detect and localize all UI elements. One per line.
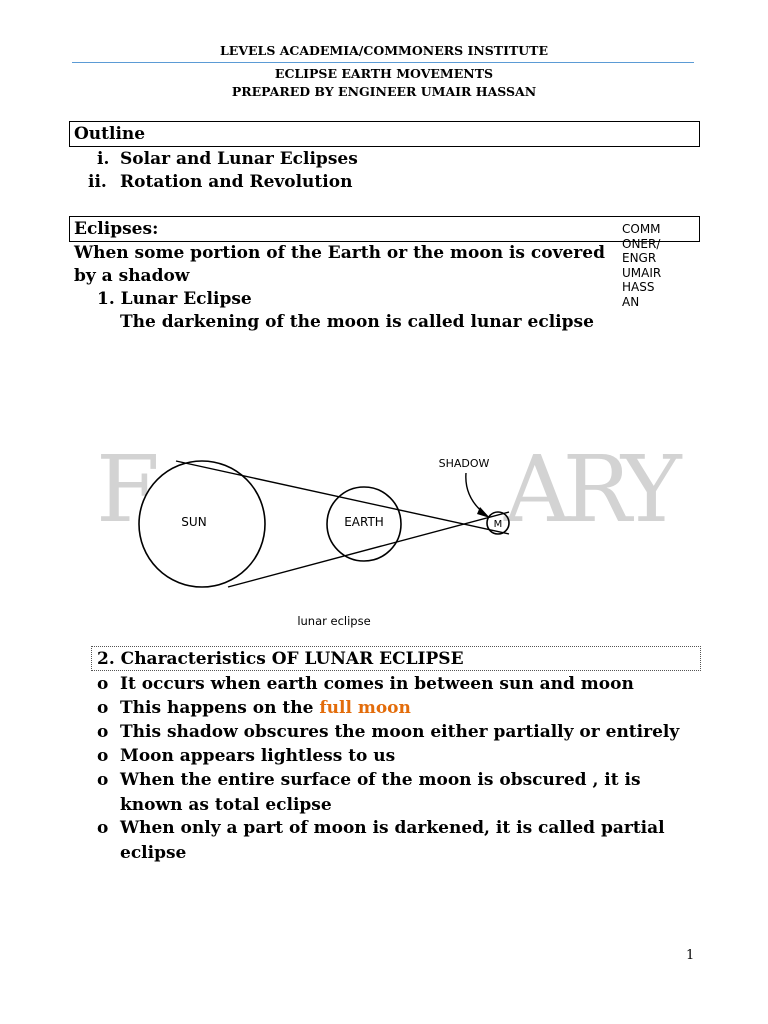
watermark-right: ARY: [504, 436, 674, 543]
characteristics-heading: 2. Characteristics OF LUNAR ECLIPSE: [97, 649, 464, 669]
bullet-marker: o: [97, 698, 109, 718]
bullet-marker: o: [97, 722, 109, 742]
bullet-text: known as total eclipse: [120, 795, 332, 815]
author-side-note: COMMONER/ENGR UMAIR HASSAN: [622, 222, 662, 309]
outline-item-marker: ii.: [88, 172, 107, 192]
lunar-eclipse-definition: The darkening of the moon is called lunar eclipse: [120, 312, 594, 332]
header-institute: LEVELS ACADEMIA/COMMONERS INSTITUTE: [220, 43, 548, 58]
page-number: 1: [686, 948, 695, 963]
shadow-arrow: [466, 473, 486, 515]
diagram-caption: lunar eclipse: [297, 614, 371, 628]
lunar-eclipse-heading: 1. Lunar Eclipse: [97, 289, 252, 309]
bullet-text-prefix: This happens on the: [120, 698, 320, 718]
eclipse-definition: by a shadow: [74, 266, 190, 286]
outline-item: Solar and Lunar Eclipses: [120, 149, 358, 169]
eclipse-definition: When some portion of the Earth or the moon is covered: [74, 243, 605, 263]
outline-item-marker: i.: [97, 149, 110, 169]
earth-label: EARTH: [344, 515, 384, 529]
bullet-text: It occurs when earth comes in between sun and moon: [120, 674, 634, 694]
shadow-label: SHADOW: [438, 457, 490, 470]
bullet-text: When the entire surface of the moon is obscured , it is: [120, 770, 641, 790]
moon-label: M: [493, 519, 503, 530]
bullet-text: This shadow obscures the moon either partially or entirely: [120, 722, 680, 742]
bullet-text: When only a part of moon is darkened, it is called partial: [120, 818, 665, 838]
bullet-marker: o: [97, 674, 109, 694]
eclipses-title: Eclipses:: [74, 219, 159, 239]
bullet-marker: o: [97, 746, 109, 766]
header-topic: ECLIPSE EARTH MOVEMENTS: [274, 66, 494, 81]
full-moon-highlight: full moon: [319, 698, 411, 718]
outline-title: Outline: [74, 124, 146, 144]
outline-item: Rotation and Revolution: [120, 172, 353, 192]
bullet-text: Moon appears lightless to us: [120, 746, 396, 766]
bullet-marker: o: [97, 818, 109, 838]
sun-label: SUN: [181, 515, 207, 529]
bullet-marker: o: [97, 770, 109, 790]
umbra-line-top: [176, 461, 509, 534]
bullet-text: [120, 696, 411, 720]
header-author: PREPARED BY ENGINEER UMAIR HASSAN: [231, 84, 537, 99]
watermark-left: F: [96, 436, 152, 543]
bullet-text: eclipse: [120, 843, 187, 863]
